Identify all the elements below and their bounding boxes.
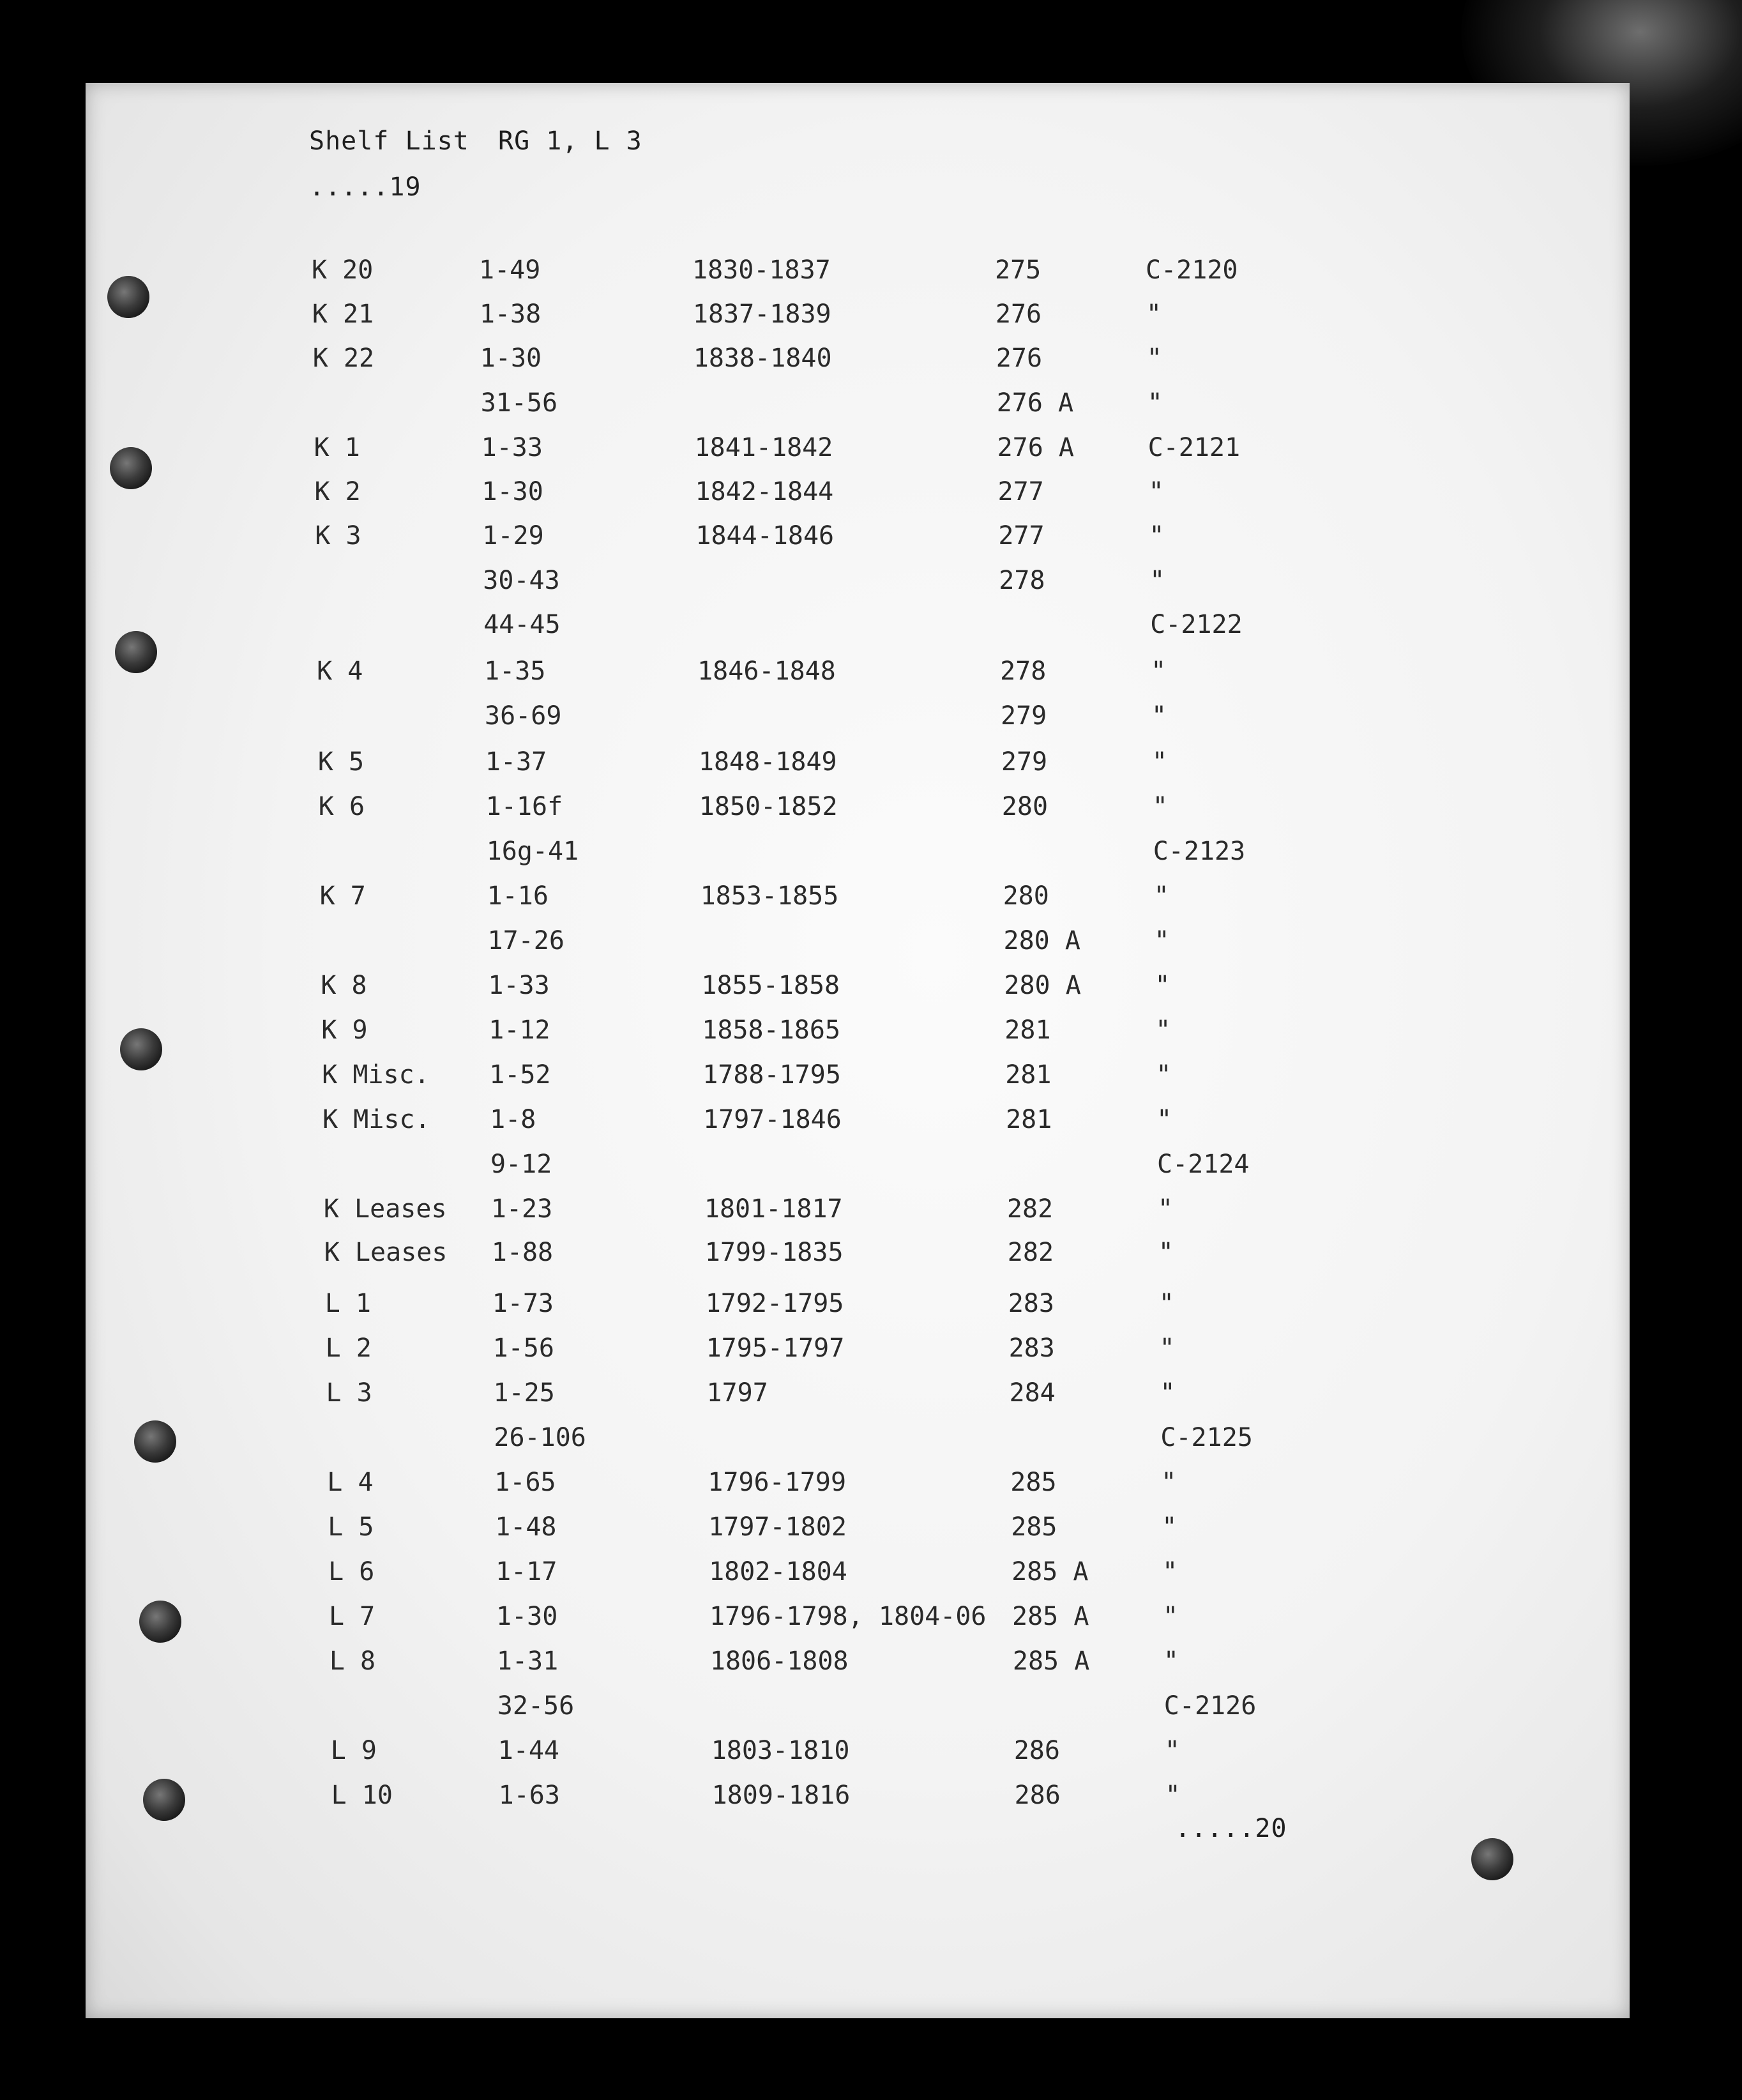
microfilm-reel-cell: " — [1156, 1060, 1172, 1090]
box-number-cell: 285 — [1010, 1468, 1057, 1497]
microfilm-reel-cell: " — [1151, 747, 1167, 777]
box-number-cell: 283 — [1008, 1289, 1054, 1318]
folio-range-cell: 26-106 — [494, 1423, 586, 1452]
microfilm-reel-cell: " — [1162, 1512, 1178, 1542]
microfilm-reel-cell: " — [1157, 1194, 1173, 1224]
volume-cell: K Misc. — [322, 1105, 430, 1134]
microfilm-reel-cell: " — [1158, 1289, 1174, 1318]
date-range-cell: 1842-1844 — [695, 477, 834, 506]
box-number-cell: 284 — [1009, 1378, 1056, 1408]
document-sheet — [86, 83, 1630, 2018]
folio-range-cell: 1-88 — [491, 1238, 554, 1267]
volume-cell: K 2 — [314, 477, 361, 506]
microfilm-reel-cell: C-2126 — [1163, 1691, 1257, 1721]
date-range-cell: 1799-1835 — [704, 1238, 844, 1267]
folio-range-cell: 31-56 — [480, 388, 558, 418]
microfilm-reel-cell: " — [1164, 1736, 1180, 1765]
date-range-cell: 1797-1846 — [703, 1105, 842, 1134]
punch-hole — [139, 1601, 181, 1643]
date-range-cell: 1796-1799 — [708, 1468, 847, 1497]
folio-range-cell: 1-16f — [485, 792, 563, 821]
date-range-cell: 1848-1849 — [698, 747, 837, 777]
previous-page-marker: .....19 — [309, 172, 421, 202]
box-number-cell: 285 A — [1011, 1557, 1089, 1586]
folio-range-cell: 1-17 — [496, 1557, 557, 1586]
volume-cell: K 20 — [312, 255, 374, 285]
folio-range-cell: 1-30 — [496, 1602, 558, 1631]
folio-range-cell: 1-38 — [479, 300, 542, 329]
folio-range-cell: 17-26 — [487, 926, 564, 955]
microfilm-reel-cell: C-2123 — [1153, 837, 1246, 866]
date-range-cell: 1850-1852 — [699, 792, 838, 821]
folio-range-cell: 1-30 — [481, 477, 543, 506]
box-number-cell: 285 — [1011, 1512, 1057, 1542]
folio-range-cell: 1-8 — [490, 1105, 536, 1134]
folio-range-cell: 44-45 — [483, 610, 561, 639]
volume-cell: L 3 — [326, 1378, 372, 1408]
volume-cell: L 5 — [328, 1512, 374, 1542]
microfilm-reel-cell: C-2121 — [1147, 433, 1241, 462]
folio-range-cell: 1-48 — [495, 1512, 557, 1542]
folio-range-cell: 1-52 — [489, 1060, 551, 1090]
box-number-cell: 286 — [1014, 1781, 1061, 1810]
microfilm-reel-cell: " — [1163, 1602, 1179, 1631]
box-number-cell: 283 — [1008, 1334, 1055, 1363]
date-range-cell: 1792-1795 — [705, 1289, 844, 1318]
microfilm-reel-cell: " — [1163, 1647, 1179, 1676]
date-range-cell: 1838-1840 — [693, 344, 832, 373]
box-number-cell: 281 — [1006, 1105, 1052, 1134]
volume-cell: K 22 — [312, 344, 375, 373]
box-number-cell: 279 — [1001, 701, 1047, 731]
microfilm-reel-cell: C-2124 — [1157, 1150, 1250, 1179]
punch-hole — [107, 276, 149, 318]
microfilm-reel-cell: " — [1152, 792, 1168, 821]
microfilm-reel-cell: " — [1146, 344, 1162, 373]
date-range-cell: 1797 — [706, 1378, 768, 1408]
date-range-cell: 1855-1858 — [701, 971, 840, 1000]
box-number-cell: 286 — [1013, 1736, 1060, 1765]
date-range-cell: 1853-1855 — [700, 881, 839, 911]
date-range-cell: 1802-1804 — [709, 1557, 847, 1586]
microfilm-reel-cell: C-2122 — [1150, 610, 1243, 639]
volume-cell: K Misc. — [322, 1060, 430, 1090]
volume-cell: L 7 — [329, 1602, 375, 1631]
volume-cell: K 3 — [315, 521, 361, 551]
box-number-cell: 277 — [997, 477, 1044, 506]
microfilm-reel-cell: " — [1158, 1238, 1174, 1267]
folio-range-cell: 1-73 — [492, 1289, 554, 1318]
folio-range-cell: 1-65 — [494, 1468, 556, 1497]
date-range-cell: 1809-1816 — [711, 1781, 851, 1810]
box-number-cell: 282 — [1006, 1194, 1054, 1224]
volume-cell: L 1 — [324, 1289, 371, 1318]
microfilm-reel-cell: " — [1149, 521, 1165, 551]
box-number-cell: 278 — [999, 566, 1045, 595]
punch-hole — [134, 1420, 176, 1463]
punch-hole — [143, 1779, 185, 1821]
microfilm-reel-cell: " — [1153, 881, 1169, 911]
microfilm-reel-cell: " — [1154, 926, 1170, 955]
folio-range-cell: 30-43 — [483, 566, 560, 595]
folio-range-cell: 1-16 — [487, 881, 549, 911]
microfilm-reel-cell: " — [1156, 1105, 1172, 1134]
folio-range-cell: 1-23 — [490, 1194, 553, 1224]
volume-cell: K Leases — [324, 1238, 448, 1267]
date-range-cell: 1846-1848 — [697, 657, 836, 686]
volume-cell: K 1 — [314, 433, 360, 462]
folio-range-cell: 1-49 — [479, 255, 541, 285]
folio-range-cell: 1-25 — [493, 1378, 555, 1408]
volume-cell: L 10 — [331, 1781, 393, 1810]
volume-cell: L 8 — [329, 1647, 376, 1676]
box-number-cell: 275 — [995, 255, 1041, 285]
volume-cell: K 21 — [312, 300, 374, 329]
date-range-cell: 1837-1839 — [692, 300, 831, 329]
date-range-cell: 1841-1842 — [694, 433, 833, 462]
folio-range-cell: 16g-41 — [486, 837, 579, 866]
date-range-cell: 1801-1817 — [704, 1194, 843, 1224]
punch-hole — [115, 631, 157, 673]
folio-range-cell: 1-33 — [481, 433, 543, 462]
microfilm-reel-cell: " — [1151, 701, 1167, 731]
date-range-cell: 1806-1808 — [709, 1647, 849, 1676]
volume-cell: K Leases — [323, 1194, 447, 1224]
microfilm-reel-cell: " — [1151, 657, 1167, 686]
microfilm-reel-cell: C-2120 — [1146, 255, 1238, 285]
microfilm-reel-cell: " — [1147, 388, 1163, 418]
folio-range-cell: 1-30 — [480, 344, 542, 373]
next-page-marker: .....20 — [1175, 1814, 1287, 1843]
microfilm-reel-cell: " — [1155, 971, 1170, 1000]
box-number-cell: 276 A — [997, 433, 1075, 462]
volume-cell: K 8 — [321, 971, 367, 1000]
microfilm-reel-cell: " — [1155, 1016, 1171, 1045]
folio-range-cell: 32-56 — [497, 1691, 575, 1721]
box-number-cell: 281 — [1004, 1016, 1051, 1045]
box-number-cell: 281 — [1005, 1060, 1052, 1090]
volume-cell: K 5 — [317, 747, 365, 777]
date-range-cell: 1797-1802 — [708, 1512, 847, 1542]
folio-range-cell: 9-12 — [490, 1150, 552, 1179]
box-number-cell: 285 A — [1012, 1602, 1089, 1631]
folio-range-cell: 1-35 — [484, 657, 546, 686]
box-number-cell: 280 A — [1004, 971, 1081, 1000]
folio-range-cell: 1-33 — [488, 971, 550, 1000]
volume-cell: K 6 — [318, 792, 365, 821]
box-number-cell: 285 A — [1012, 1647, 1090, 1676]
microfilm-reel-cell: " — [1146, 300, 1162, 329]
folio-range-cell: 1-37 — [485, 747, 547, 777]
date-range-cell: 1788-1795 — [702, 1060, 841, 1090]
punch-hole — [120, 1028, 162, 1070]
date-range-cell: 1803-1810 — [711, 1736, 850, 1765]
box-number-cell: 280 A — [1003, 926, 1080, 955]
date-range-cell: 1796-1798, 1804-06 — [709, 1602, 987, 1631]
folio-range-cell: 1-29 — [482, 521, 544, 551]
folio-range-cell: 36-69 — [485, 701, 562, 731]
folio-range-cell: 1-56 — [492, 1334, 554, 1363]
folio-range-cell: 1-12 — [489, 1016, 550, 1045]
microfilm-reel-cell: " — [1159, 1334, 1175, 1363]
punch-hole — [1471, 1838, 1513, 1880]
volume-cell: K 9 — [321, 1016, 368, 1045]
volume-cell: K 7 — [319, 881, 366, 911]
microfilm-reel-cell: " — [1162, 1557, 1178, 1586]
date-range-cell: 1795-1797 — [706, 1334, 845, 1363]
box-number-cell: 280 — [1001, 792, 1049, 821]
volume-cell: L 9 — [330, 1736, 377, 1765]
box-number-cell: 280 — [1003, 881, 1049, 911]
volume-cell: L 4 — [327, 1468, 374, 1497]
folio-range-cell: 1-63 — [498, 1781, 560, 1810]
box-number-cell: 278 — [1000, 657, 1047, 686]
microfilm-reel-cell: " — [1165, 1781, 1181, 1810]
volume-cell: K 4 — [317, 657, 363, 686]
date-range-cell: 1830-1837 — [692, 255, 831, 285]
date-range-cell: 1844-1846 — [695, 521, 835, 551]
microfilm-reel-cell: " — [1161, 1468, 1177, 1497]
box-number-cell: 279 — [1001, 747, 1048, 777]
microfilm-reel-cell: " — [1149, 566, 1165, 595]
microfilm-reel-cell: " — [1160, 1378, 1176, 1408]
box-number-cell: 276 — [996, 344, 1043, 373]
box-number-cell: 276 A — [996, 388, 1074, 418]
folio-range-cell: 1-31 — [496, 1647, 559, 1676]
box-number-cell: 277 — [998, 521, 1045, 551]
volume-cell: L 2 — [325, 1334, 372, 1363]
punch-hole — [110, 447, 152, 489]
date-range-cell: 1858-1865 — [702, 1016, 841, 1045]
folio-range-cell: 1-44 — [497, 1736, 560, 1765]
microfilm-reel-cell: C-2125 — [1160, 1423, 1253, 1452]
box-number-cell: 282 — [1007, 1238, 1054, 1267]
page-title: Shelf List — [309, 126, 469, 156]
volume-cell: L 6 — [328, 1557, 375, 1586]
record-group-ref: RG 1, L 3 — [498, 126, 642, 156]
microfilm-reel-cell: " — [1148, 477, 1164, 506]
box-number-cell: 276 — [995, 300, 1042, 329]
